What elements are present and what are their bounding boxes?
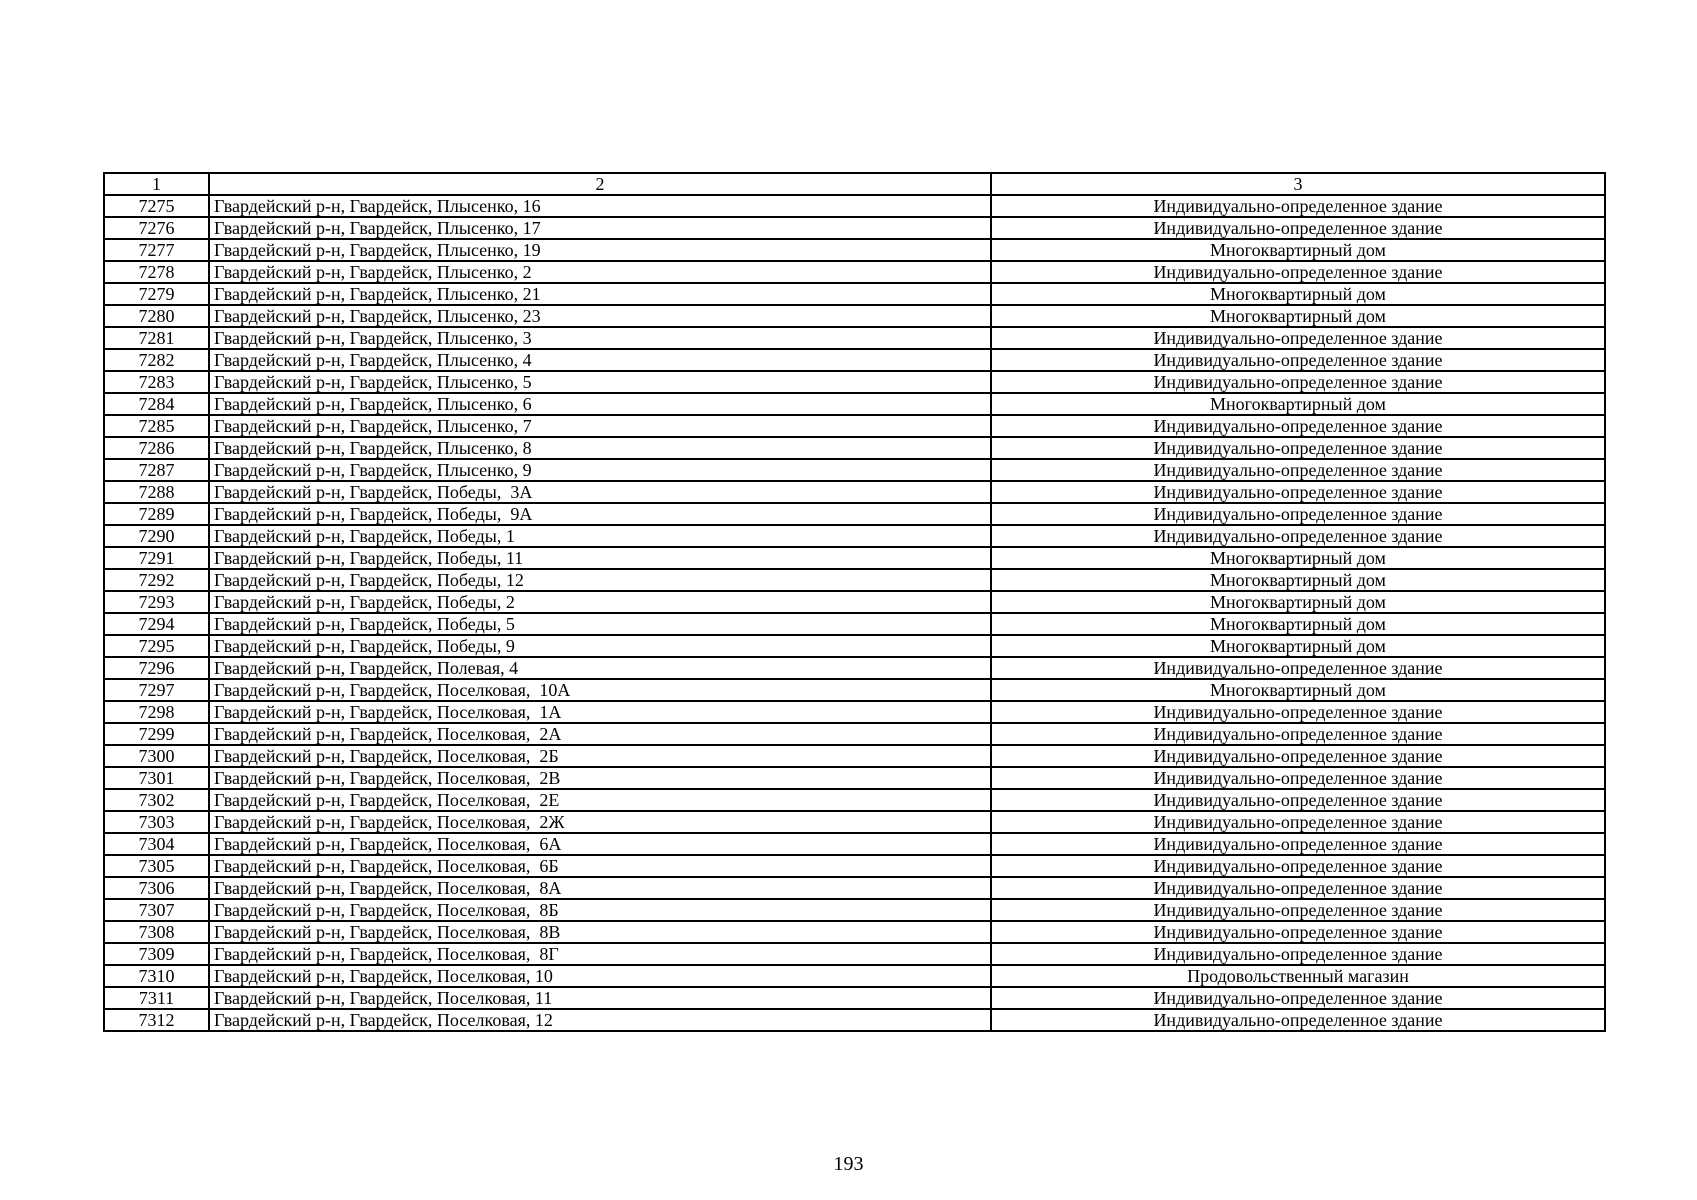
- table-row: [104, 415, 1605, 437]
- row-number-cell: 7288: [104, 481, 209, 503]
- row-number-cell: 7297: [104, 679, 209, 701]
- address-cell: Гвардейский р-н, Гвардейск, Плысенко, 9: [209, 459, 991, 481]
- address-cell: Гвардейский р-н, Гвардейск, Поселковая, 6А: [209, 833, 991, 855]
- object-type-cell: Многоквартирный дом: [991, 547, 1605, 569]
- table-row: [104, 899, 1605, 921]
- table-row: [104, 657, 1605, 679]
- object-type-cell: Индивидуально-определенное здание: [991, 877, 1605, 899]
- table-row: [104, 987, 1605, 1009]
- table-row: [104, 283, 1605, 305]
- object-type-cell: Индивидуально-определенное здание: [991, 789, 1605, 811]
- header-row: [104, 173, 1605, 195]
- object-type-cell: Индивидуально-определенное здание: [991, 657, 1605, 679]
- address-cell: Гвардейский р-н, Гвардейск, Плысенко, 17: [209, 217, 991, 239]
- address-cell: Гвардейский р-н, Гвардейск, Плысенко, 21: [209, 283, 991, 305]
- row-number-cell: 7295: [104, 635, 209, 657]
- table-row: [104, 437, 1605, 459]
- row-number-cell: 7282: [104, 349, 209, 371]
- table-row: [104, 327, 1605, 349]
- table-row: [104, 679, 1605, 701]
- row-number-cell: 7293: [104, 591, 209, 613]
- address-cell: Гвардейский р-н, Гвардейск, Победы, 9А: [209, 503, 991, 525]
- address-cell: Гвардейский р-н, Гвардейск, Плысенко, 7: [209, 415, 991, 437]
- object-type-cell: Индивидуально-определенное здание: [991, 745, 1605, 767]
- object-type-cell: Индивидуально-определенное здание: [991, 811, 1605, 833]
- row-number-cell: 7309: [104, 943, 209, 965]
- table-row: [104, 921, 1605, 943]
- address-cell: Гвардейский р-н, Гвардейск, Поселковая, 1А: [209, 701, 991, 723]
- object-type-cell: Индивидуально-определенное здание: [991, 415, 1605, 437]
- object-type-cell: Многоквартирный дом: [991, 635, 1605, 657]
- address-cell: Гвардейский р-н, Гвардейск, Поселковая, 2Б: [209, 745, 991, 767]
- table-row: [104, 877, 1605, 899]
- table-row: [104, 371, 1605, 393]
- object-type-cell: Индивидуально-определенное здание: [991, 855, 1605, 877]
- object-type-cell: Индивидуально-определенное здание: [991, 899, 1605, 921]
- table-row: [104, 393, 1605, 415]
- column-header-type: 3: [991, 173, 1605, 195]
- row-number-cell: 7306: [104, 877, 209, 899]
- address-cell: Гвардейский р-н, Гвардейск, Плысенко, 5: [209, 371, 991, 393]
- row-number-cell: 7294: [104, 613, 209, 635]
- row-number-cell: 7311: [104, 987, 209, 1009]
- table-row: [104, 525, 1605, 547]
- row-number-cell: 7284: [104, 393, 209, 415]
- address-cell: Гвардейский р-н, Гвардейск, Плысенко, 19: [209, 239, 991, 261]
- row-number-cell: 7283: [104, 371, 209, 393]
- registry-table: [103, 172, 1606, 1032]
- table-row: [104, 833, 1605, 855]
- address-cell: Гвардейский р-н, Гвардейск, Победы, 5: [209, 613, 991, 635]
- row-number-cell: 7277: [104, 239, 209, 261]
- address-cell: Гвардейский р-н, Гвардейск, Поселковая, 8Г: [209, 943, 991, 965]
- address-cell: Гвардейский р-н, Гвардейск, Плысенко, 8: [209, 437, 991, 459]
- object-type-cell: Индивидуально-определенное здание: [991, 349, 1605, 371]
- object-type-cell: Индивидуально-определенное здание: [991, 921, 1605, 943]
- object-type-cell: Многоквартирный дом: [991, 239, 1605, 261]
- address-cell: Гвардейский р-н, Гвардейск, Победы, 11: [209, 547, 991, 569]
- row-number-cell: 7310: [104, 965, 209, 987]
- object-type-cell: Индивидуально-определенное здание: [991, 987, 1605, 1009]
- address-cell: Гвардейский р-н, Гвардейск, Поселковая, 2Ж: [209, 811, 991, 833]
- table-row: [104, 1009, 1605, 1031]
- row-number-cell: 7301: [104, 767, 209, 789]
- table-body: [104, 195, 1605, 1031]
- table-row: [104, 701, 1605, 723]
- row-number-cell: 7302: [104, 789, 209, 811]
- row-number-cell: 7279: [104, 283, 209, 305]
- table-row: [104, 855, 1605, 877]
- address-cell: Гвардейский р-н, Гвардейск, Победы, 3А: [209, 481, 991, 503]
- row-number-cell: 7287: [104, 459, 209, 481]
- address-cell: Гвардейский р-н, Гвардейск, Победы, 1: [209, 525, 991, 547]
- address-cell: Гвардейский р-н, Гвардейск, Плысенко, 6: [209, 393, 991, 415]
- object-type-cell: Многоквартирный дом: [991, 679, 1605, 701]
- table-row: [104, 723, 1605, 745]
- object-type-cell: Индивидуально-определенное здание: [991, 195, 1605, 217]
- object-type-cell: Многоквартирный дом: [991, 283, 1605, 305]
- table-row: [104, 217, 1605, 239]
- row-number-cell: 7280: [104, 305, 209, 327]
- address-cell: Гвардейский р-н, Гвардейск, Поселковая, 8В: [209, 921, 991, 943]
- address-cell: Гвардейский р-н, Гвардейск, Поселковая, 2В: [209, 767, 991, 789]
- table-row: [104, 261, 1605, 283]
- object-type-cell: Многоквартирный дом: [991, 305, 1605, 327]
- object-type-cell: Индивидуально-определенное здание: [991, 1009, 1605, 1031]
- table-row: [104, 459, 1605, 481]
- address-cell: Гвардейский р-н, Гвардейск, Поселковая, 12: [209, 1009, 991, 1031]
- table-row: [104, 305, 1605, 327]
- row-number-cell: 7312: [104, 1009, 209, 1031]
- address-cell: Гвардейский р-н, Гвардейск, Плысенко, 16: [209, 195, 991, 217]
- table-row: [104, 503, 1605, 525]
- column-header-number: 1: [104, 173, 209, 195]
- address-cell: Гвардейский р-н, Гвардейск, Поселковая, 8Б: [209, 899, 991, 921]
- address-cell: Гвардейский р-н, Гвардейск, Плысенко, 4: [209, 349, 991, 371]
- table-row: [104, 591, 1605, 613]
- row-number-cell: 7303: [104, 811, 209, 833]
- object-type-cell: Индивидуально-определенное здание: [991, 437, 1605, 459]
- object-type-cell: Индивидуально-определенное здание: [991, 525, 1605, 547]
- row-number-cell: 7296: [104, 657, 209, 679]
- row-number-cell: 7286: [104, 437, 209, 459]
- address-cell: Гвардейский р-н, Гвардейск, Поселковая, 11: [209, 987, 991, 1009]
- table-row: [104, 613, 1605, 635]
- table-row: [104, 349, 1605, 371]
- row-number-cell: 7289: [104, 503, 209, 525]
- address-cell: Гвардейский р-н, Гвардейск, Победы, 12: [209, 569, 991, 591]
- address-cell: Гвардейский р-н, Гвардейск, Плысенко, 2: [209, 261, 991, 283]
- row-number-cell: 7281: [104, 327, 209, 349]
- object-type-cell: Индивидуально-определенное здание: [991, 943, 1605, 965]
- address-cell: Гвардейский р-н, Гвардейск, Поселковая, 8А: [209, 877, 991, 899]
- table-row: [104, 547, 1605, 569]
- object-type-cell: Индивидуально-определенное здание: [991, 459, 1605, 481]
- row-number-cell: 7308: [104, 921, 209, 943]
- object-type-cell: Индивидуально-определенное здание: [991, 701, 1605, 723]
- row-number-cell: 7276: [104, 217, 209, 239]
- object-type-cell: Индивидуально-определенное здание: [991, 767, 1605, 789]
- object-type-cell: Многоквартирный дом: [991, 569, 1605, 591]
- address-cell: Гвардейский р-н, Гвардейск, Плысенко, 3: [209, 327, 991, 349]
- table-row: [104, 943, 1605, 965]
- table-row: [104, 635, 1605, 657]
- page-number: 193: [833, 1153, 864, 1175]
- object-type-cell: Продовольственный магазин: [991, 965, 1605, 987]
- address-cell: Гвардейский р-н, Гвардейск, Поселковая, 10А: [209, 679, 991, 701]
- row-number-cell: 7299: [104, 723, 209, 745]
- row-number-cell: 7291: [104, 547, 209, 569]
- table-row: [104, 745, 1605, 767]
- object-type-cell: Индивидуально-определенное здание: [991, 723, 1605, 745]
- row-number-cell: 7304: [104, 833, 209, 855]
- table-row: [104, 789, 1605, 811]
- table-row: [104, 965, 1605, 987]
- table-row: [104, 569, 1605, 591]
- row-number-cell: 7278: [104, 261, 209, 283]
- address-cell: Гвардейский р-н, Гвардейск, Поселковая, 6Б: [209, 855, 991, 877]
- table-row: [104, 239, 1605, 261]
- object-type-cell: Индивидуально-определенное здание: [991, 327, 1605, 349]
- table-row: [104, 195, 1605, 217]
- table-row: [104, 481, 1605, 503]
- address-cell: Гвардейский р-н, Гвардейск, Плысенко, 23: [209, 305, 991, 327]
- object-type-cell: Индивидуально-определенное здание: [991, 371, 1605, 393]
- row-number-cell: 7290: [104, 525, 209, 547]
- object-type-cell: Индивидуально-определенное здание: [991, 217, 1605, 239]
- row-number-cell: 7298: [104, 701, 209, 723]
- object-type-cell: Многоквартирный дом: [991, 393, 1605, 415]
- object-type-cell: Многоквартирный дом: [991, 613, 1605, 635]
- object-type-cell: Индивидуально-определенное здание: [991, 503, 1605, 525]
- row-number-cell: 7292: [104, 569, 209, 591]
- row-number-cell: 7305: [104, 855, 209, 877]
- address-cell: Гвардейский р-н, Гвардейск, Поселковая, 10: [209, 965, 991, 987]
- address-cell: Гвардейский р-н, Гвардейск, Полевая, 4: [209, 657, 991, 679]
- column-header-address: 2: [209, 173, 991, 195]
- object-type-cell: Многоквартирный дом: [991, 591, 1605, 613]
- table-row: [104, 767, 1605, 789]
- table-row: [104, 811, 1605, 833]
- address-cell: Гвардейский р-н, Гвардейск, Победы, 9: [209, 635, 991, 657]
- row-number-cell: 7285: [104, 415, 209, 437]
- address-cell: Гвардейский р-н, Гвардейск, Победы, 2: [209, 591, 991, 613]
- row-number-cell: 7307: [104, 899, 209, 921]
- row-number-cell: 7275: [104, 195, 209, 217]
- object-type-cell: Индивидуально-определенное здание: [991, 261, 1605, 283]
- address-cell: Гвардейский р-н, Гвардейск, Поселковая, 2А: [209, 723, 991, 745]
- object-type-cell: Индивидуально-определенное здание: [991, 833, 1605, 855]
- address-cell: Гвардейский р-н, Гвардейск, Поселковая, 2Е: [209, 789, 991, 811]
- object-type-cell: Индивидуально-определенное здание: [991, 481, 1605, 503]
- row-number-cell: 7300: [104, 745, 209, 767]
